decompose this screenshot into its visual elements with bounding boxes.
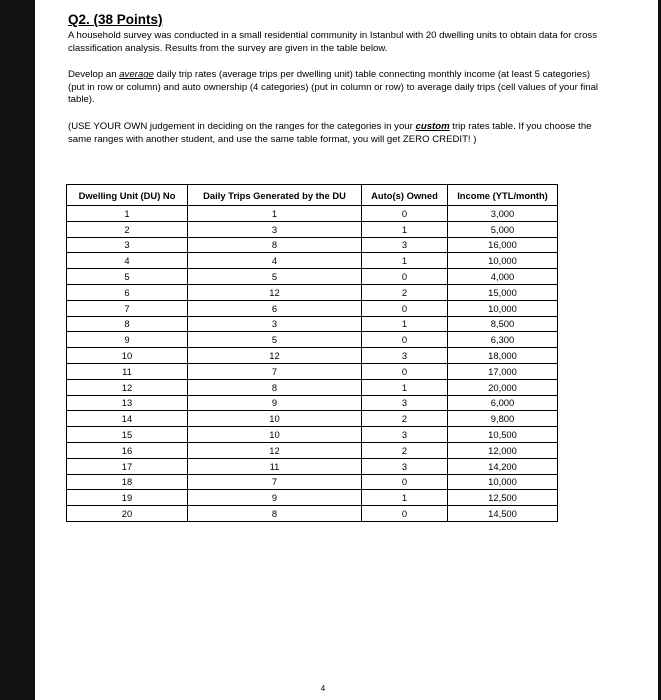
table-row — [67, 427, 558, 443]
table-cell: 2 — [67, 221, 188, 237]
table-row — [67, 363, 558, 379]
question-block — [68, 12, 608, 146]
table-row — [67, 474, 558, 490]
table-cell: 10,000 — [448, 253, 558, 269]
table-cell: 20,000 — [448, 379, 558, 395]
table-cell: 14 — [67, 411, 188, 427]
table-body — [67, 206, 558, 522]
page-number: 4 — [320, 684, 326, 693]
table-cell: 19 — [67, 490, 188, 506]
table-cell: 1 — [362, 221, 448, 237]
table-cell: 1 — [362, 490, 448, 506]
table-cell: 14,200 — [448, 458, 558, 474]
note-text-after: trip rates table. If you choose the same ranges with another student, and use the same table format, you will get ZERO CREDIT! ) — [68, 120, 592, 145]
table-cell: 3 — [188, 221, 362, 237]
table-cell: 3 — [362, 427, 448, 443]
table-cell: 5 — [188, 269, 362, 285]
table-cell: 1 — [67, 206, 188, 222]
table-cell: 10,500 — [448, 427, 558, 443]
table-cell: 9 — [67, 332, 188, 348]
note-emphasis: custom — [415, 120, 450, 132]
table-cell: 2 — [362, 284, 448, 300]
table-row — [67, 253, 558, 269]
table-row — [67, 221, 558, 237]
table-cell: 12 — [188, 442, 362, 458]
table-cell: 10,000 — [448, 300, 558, 316]
table-cell: 5 — [188, 332, 362, 348]
table-cell: 6 — [67, 284, 188, 300]
table-cell: 14,500 — [448, 506, 558, 522]
table-cell: 3 — [362, 348, 448, 364]
task-text-before: Develop an — [68, 69, 120, 81]
table-cell: 0 — [362, 269, 448, 285]
table-cell: 12 — [188, 284, 362, 300]
table-cell: 8 — [188, 379, 362, 395]
table-cell: 3 — [188, 316, 362, 332]
table-row — [67, 442, 558, 458]
table-cell: 10 — [188, 411, 362, 427]
task-text-after: daily trip rates (average trips per dwelling unit) table connecting monthly income (at least 5 categories) (put in row or column) and auto ownership (4 categories) (put in column or row) to average daily trips (cell values of your final table). — [68, 69, 599, 106]
table-row — [67, 411, 558, 427]
table-cell: 4 — [67, 253, 188, 269]
table-cell: 9 — [188, 490, 362, 506]
table-cell: 12,000 — [448, 442, 558, 458]
table-cell: 1 — [362, 379, 448, 395]
document-page — [35, 0, 658, 700]
table-cell: 6,300 — [448, 332, 558, 348]
table-row — [67, 490, 558, 506]
table-cell: 15,000 — [448, 284, 558, 300]
table-cell: 17 — [67, 458, 188, 474]
table-cell: 5 — [67, 269, 188, 285]
table-cell: 3 — [67, 237, 188, 253]
table-cell: 3,000 — [448, 206, 558, 222]
table-row — [67, 300, 558, 316]
table-row — [67, 206, 558, 222]
table-row — [67, 458, 558, 474]
table-cell: 4,000 — [448, 269, 558, 285]
table-cell: 6,000 — [448, 395, 558, 411]
table-cell: 1 — [362, 316, 448, 332]
table-row — [67, 395, 558, 411]
table-cell: 10,000 — [448, 474, 558, 490]
table-row — [67, 379, 558, 395]
table-cell: 7 — [188, 363, 362, 379]
survey-table — [66, 184, 558, 522]
intro-paragraph: A household survey was conducted in a small residential community in Istanbul with 20 dwelling units to obtain data for cross classification analysis. Results from the survey are given in the table below. — [68, 30, 598, 54]
table-cell: 2 — [362, 411, 448, 427]
table-cell: 9,800 — [448, 411, 558, 427]
note-text-before: (USE YOUR OWN judgement in deciding on the ranges for the categories in your — [68, 120, 416, 132]
table-cell: 1 — [362, 253, 448, 269]
table-cell: 5,000 — [448, 221, 558, 237]
table-row — [67, 237, 558, 253]
table-cell: 8 — [188, 237, 362, 253]
table-cell: 8 — [188, 506, 362, 522]
note-paragraph — [68, 121, 608, 146]
table-cell: 18 — [67, 474, 188, 490]
table-cell: 9 — [188, 395, 362, 411]
table-cell: 0 — [362, 474, 448, 490]
table-cell: 16 — [67, 442, 188, 458]
table-row — [67, 269, 558, 285]
table-cell: 13 — [67, 395, 188, 411]
table-cell: 8,500 — [448, 316, 558, 332]
table-cell: 12 — [188, 348, 362, 364]
header-autos-owned: Auto(s) Owned — [362, 185, 448, 206]
table-row — [67, 506, 558, 522]
table-cell: 0 — [362, 332, 448, 348]
table-cell: 8 — [67, 316, 188, 332]
table-cell: 0 — [362, 300, 448, 316]
table-cell: 16,000 — [448, 237, 558, 253]
table-header-row — [67, 185, 558, 206]
table-cell: 0 — [362, 363, 448, 379]
table-row — [67, 284, 558, 300]
table-cell: 3 — [362, 458, 448, 474]
table-cell: 15 — [67, 427, 188, 443]
table-cell: 12,500 — [448, 490, 558, 506]
table-cell: 7 — [67, 300, 188, 316]
table-cell: 7 — [188, 474, 362, 490]
table-cell: 17,000 — [448, 363, 558, 379]
table-row — [67, 348, 558, 364]
table-cell: 18,000 — [448, 348, 558, 364]
table-cell: 0 — [362, 506, 448, 522]
table-cell: 11 — [67, 363, 188, 379]
task-paragraph — [68, 69, 608, 107]
table-cell: 20 — [67, 506, 188, 522]
task-emphasis: average — [119, 69, 154, 81]
table-cell: 12 — [67, 379, 188, 395]
table-cell: 10 — [188, 427, 362, 443]
table-row — [67, 316, 558, 332]
table-cell: 10 — [67, 348, 188, 364]
header-daily-trips: Daily Trips Generated by the DU — [188, 185, 362, 206]
table-cell: 3 — [362, 237, 448, 253]
header-du-no: Dwelling Unit (DU) No — [67, 185, 188, 206]
table-cell: 1 — [188, 206, 362, 222]
table-cell: 6 — [188, 300, 362, 316]
table-cell: 0 — [362, 206, 448, 222]
header-income: Income (YTL/month) — [448, 185, 558, 206]
table-row — [67, 332, 558, 348]
table-cell: 4 — [188, 253, 362, 269]
table-cell: 11 — [188, 458, 362, 474]
table-cell: 2 — [362, 442, 448, 458]
table-cell: 3 — [362, 395, 448, 411]
question-title: Q2. (38 Points) — [68, 12, 163, 27]
